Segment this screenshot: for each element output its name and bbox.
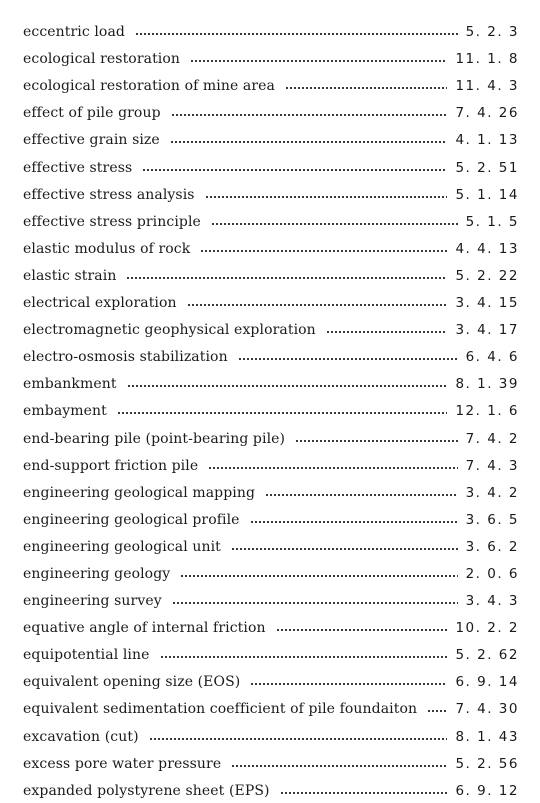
index-entry (23, 94, 519, 121)
index-term: end-support friction pile (23, 457, 199, 474)
index-reference: 5. 2. 3 (465, 24, 519, 41)
dot-leader (205, 195, 448, 199)
index-term: electromagnetic geophysical exploration (23, 322, 316, 339)
dot-leader (295, 439, 457, 443)
index-entry (23, 257, 519, 284)
index-term: engineering geological profile (23, 511, 240, 528)
index-reference: 3. 4. 17 (455, 322, 519, 339)
index-reference: 4. 1. 13 (455, 132, 519, 149)
index-list (23, 13, 519, 799)
index-entry (23, 365, 519, 392)
dot-leader (142, 168, 447, 172)
dot-leader (135, 32, 458, 36)
index-entry (23, 745, 519, 772)
dot-leader (250, 520, 458, 524)
dot-leader (280, 791, 448, 795)
index-term: embankment (23, 376, 117, 393)
index-entry (23, 338, 519, 365)
index-entry (23, 203, 519, 230)
index-reference: 5. 2. 22 (455, 267, 519, 284)
dot-leader (172, 601, 458, 605)
dot-leader (427, 709, 447, 713)
index-term: elastic modulus of rock (23, 240, 191, 257)
index-reference: 11. 1. 8 (455, 51, 519, 68)
index-entry (23, 528, 519, 555)
dot-leader (238, 357, 458, 361)
index-term: equivalent opening size (EOS) (23, 674, 241, 691)
index-entry (23, 663, 519, 690)
index-term: effective stress analysis (23, 186, 195, 203)
index-reference: 6. 9. 12 (455, 782, 519, 799)
index-term: electrical exploration (23, 295, 177, 312)
index-entry (23, 419, 519, 446)
index-entry (23, 772, 519, 799)
index-reference: 6. 4. 6 (465, 349, 519, 366)
index-reference: 5. 2. 51 (455, 159, 519, 176)
index-term: electro-osmosis stabilization (23, 349, 228, 366)
index-term: ecological restoration of mine area (23, 78, 276, 95)
dot-leader (276, 628, 448, 632)
index-reference: 4. 4. 13 (455, 240, 519, 257)
index-entry (23, 447, 519, 474)
dot-leader (231, 547, 458, 551)
index-reference: 3. 4. 2 (465, 484, 519, 501)
index-entry (23, 230, 519, 257)
dot-leader (171, 113, 448, 117)
index-term: engineering geological mapping (23, 484, 256, 501)
dot-leader (200, 249, 447, 253)
index-reference: 6. 9. 14 (455, 674, 519, 691)
index-reference: 7. 4. 2 (465, 430, 519, 447)
index-term: engineering geological unit (23, 538, 221, 555)
index-entry (23, 474, 519, 501)
index-reference: 5. 1. 14 (455, 186, 519, 203)
index-reference: 12. 1. 6 (455, 403, 519, 420)
index-term: effective stress (23, 159, 133, 176)
index-entry (23, 690, 519, 717)
dot-leader (117, 411, 448, 415)
index-term: engineering geology (23, 565, 171, 582)
index-term: excavation (cut) (23, 728, 139, 745)
index-entry (23, 717, 519, 744)
index-term: effect of pile group (23, 105, 161, 122)
dot-leader (208, 466, 457, 470)
index-entry (23, 121, 519, 148)
index-reference: 5. 2. 62 (455, 647, 519, 664)
index-reference: 7. 4. 26 (455, 105, 519, 122)
index-entry (23, 582, 519, 609)
index-entry (23, 501, 519, 528)
dot-leader (187, 303, 448, 307)
index-reference: 8. 1. 39 (455, 376, 519, 393)
dot-leader (180, 574, 457, 578)
index-term: equative angle of internal friction (23, 620, 266, 637)
index-term: eccentric load (23, 24, 125, 41)
dot-leader (231, 764, 447, 768)
dot-leader (190, 59, 447, 63)
index-reference: 3. 4. 15 (455, 295, 519, 312)
index-reference: 8. 1. 43 (455, 728, 519, 745)
index-reference: 3. 6. 2 (465, 538, 519, 555)
dot-leader (211, 222, 458, 226)
dot-leader (170, 140, 448, 144)
index-reference: 11. 4. 3 (455, 78, 519, 95)
index-reference: 5. 2. 56 (455, 755, 519, 772)
index-entry (23, 13, 519, 40)
dot-leader (265, 493, 457, 497)
index-term: equivalent sedimentation coefficient of pile foundaiton (23, 701, 418, 718)
index-term: elastic strain (23, 267, 117, 284)
index-term: engineering survey (23, 593, 162, 610)
dot-leader (149, 737, 448, 741)
index-reference: 7. 4. 3 (465, 457, 519, 474)
dot-leader (160, 655, 448, 659)
index-term: end-bearing pile (point-bearing pile) (23, 430, 286, 447)
index-reference: 2. 0. 6 (465, 565, 519, 582)
dot-leader (285, 86, 447, 90)
index-reference: 3. 4. 3 (465, 593, 519, 610)
dot-leader (127, 384, 448, 388)
index-term: ecological restoration (23, 51, 181, 68)
index-entry (23, 148, 519, 175)
index-term: equipotential line (23, 647, 150, 664)
index-entry (23, 67, 519, 94)
index-reference: 3. 6. 5 (465, 511, 519, 528)
index-term: embayment (23, 403, 107, 420)
index-reference: 10. 2. 2 (455, 620, 519, 637)
dot-leader (250, 682, 447, 686)
index-term: effective stress principle (23, 213, 201, 230)
index-entry (23, 392, 519, 419)
index-term: excess pore water pressure (23, 755, 222, 772)
dot-leader (326, 330, 448, 334)
dot-leader (126, 276, 447, 280)
index-entry (23, 176, 519, 203)
index-term: effective grain size (23, 132, 160, 149)
index-entry (23, 311, 519, 338)
index-entry (23, 636, 519, 663)
index-entry (23, 40, 519, 67)
index-entry (23, 609, 519, 636)
index-entry (23, 284, 519, 311)
index-reference: 7. 4. 30 (455, 701, 519, 718)
index-term: expanded polystyrene sheet (EPS) (23, 782, 270, 799)
index-entry (23, 555, 519, 582)
index-reference: 5. 1. 5 (465, 213, 519, 230)
